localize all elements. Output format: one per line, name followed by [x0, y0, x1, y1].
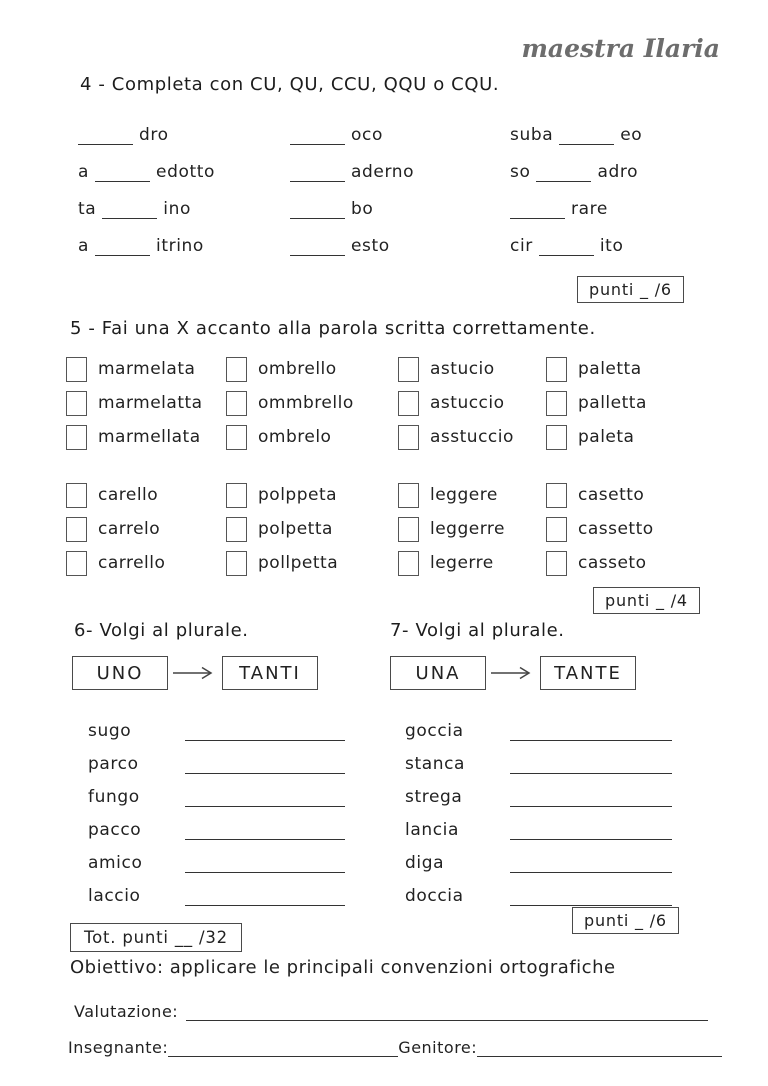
word-option-label: paletta — [578, 359, 642, 379]
valutazione-label: Valutazione: — [74, 1002, 179, 1021]
insegnante-label: Insegnante: — [68, 1038, 169, 1057]
valutazione-blank-line — [186, 1007, 708, 1021]
fill-blank-row — [78, 145, 738, 182]
fill-blank-suffix: aderno — [351, 162, 415, 182]
answer-line — [510, 824, 672, 840]
word-option — [546, 391, 746, 416]
word-option-label: astucio — [430, 359, 495, 379]
fill-blank-suffix: ito — [599, 236, 624, 256]
fill-blank-row — [78, 108, 738, 145]
fill-blank-suffix: bo — [351, 199, 374, 219]
plural-word-row — [405, 708, 672, 741]
genitore-blank-line — [477, 1043, 722, 1057]
checkbox — [66, 425, 87, 450]
signature-row — [68, 1038, 722, 1057]
answer-line — [510, 857, 672, 873]
exercise5-checkbox-group-1 — [66, 352, 746, 454]
checkbox — [398, 483, 419, 508]
word-option — [226, 483, 398, 508]
singular-word: diga — [405, 853, 445, 873]
exercise4-fill-blank-grid — [78, 108, 738, 256]
checkbox — [546, 357, 567, 382]
blank-line — [95, 166, 150, 182]
blank-line — [290, 240, 345, 256]
fill-blank-suffix: oco — [351, 125, 383, 145]
brand-logo: maestra Ilaria — [521, 34, 720, 63]
answer-line — [510, 791, 672, 807]
word-option — [398, 551, 546, 576]
exercise4-points-box: punti _ /6 — [577, 276, 684, 303]
checkbox — [226, 551, 247, 576]
fill-blank-item — [78, 199, 290, 219]
word-option-label: carrelo — [98, 519, 161, 539]
word-option-label: marmelata — [98, 359, 196, 379]
fill-blank-suffix: dro — [139, 125, 169, 145]
checkbox — [226, 391, 247, 416]
word-option-label: marmelatta — [98, 393, 203, 413]
word-option-label: ombrello — [258, 359, 337, 379]
checkbox — [546, 551, 567, 576]
checkbox — [226, 425, 247, 450]
answer-line — [185, 725, 345, 741]
word-option — [226, 357, 398, 382]
checkbox-word-row — [66, 386, 746, 420]
word-option — [66, 483, 226, 508]
blank-line — [290, 129, 345, 145]
genitore-label: Genitore: — [398, 1038, 478, 1057]
uno-box: UNO — [72, 656, 168, 690]
fill-blank-suffix: edotto — [156, 162, 216, 182]
checkbox — [66, 551, 87, 576]
fill-blank-item — [78, 125, 290, 145]
checkbox — [546, 391, 567, 416]
fill-blank-item — [290, 199, 510, 219]
answer-line — [510, 758, 672, 774]
checkbox — [66, 391, 87, 416]
answer-line — [185, 824, 345, 840]
plural-word-row — [88, 741, 345, 774]
word-option — [398, 517, 546, 542]
word-option — [546, 425, 746, 450]
checkbox — [66, 517, 87, 542]
word-option-label: pollpetta — [258, 553, 339, 573]
checkbox — [226, 357, 247, 382]
plural-word-row — [405, 873, 672, 906]
plural-word-row — [405, 807, 672, 840]
word-option-label: polpetta — [258, 519, 333, 539]
word-option — [398, 357, 546, 382]
word-option — [546, 551, 746, 576]
word-option — [226, 551, 398, 576]
checkbox-word-row — [66, 546, 746, 580]
word-option-label: leggerre — [430, 519, 505, 539]
exercise7-word-list — [405, 708, 672, 906]
fill-blank-prefix: ta — [78, 199, 97, 219]
checkbox — [398, 425, 419, 450]
word-option-label: astuccio — [430, 393, 505, 413]
checkbox-word-row — [66, 420, 746, 454]
fill-blank-item — [78, 236, 290, 256]
word-option — [546, 517, 746, 542]
checkbox — [66, 483, 87, 508]
word-option — [66, 551, 226, 576]
objective-text: Obiettivo: applicare le principali convenzioni ortografiche — [70, 957, 616, 978]
blank-line — [539, 240, 594, 256]
word-option — [398, 483, 546, 508]
exercise7-title: 7- Volgi al plurale. — [390, 620, 565, 641]
exercise6-word-list — [88, 708, 345, 906]
fill-blank-row — [78, 182, 738, 219]
word-option — [66, 517, 226, 542]
blank-line — [78, 129, 133, 145]
answer-line — [510, 725, 672, 741]
singular-word: pacco — [88, 820, 142, 840]
answer-line — [510, 890, 672, 906]
word-option — [66, 357, 226, 382]
singular-word: sugo — [88, 721, 132, 741]
fill-blank-prefix: cir — [510, 236, 533, 256]
fill-blank-item — [290, 162, 510, 182]
checkbox — [66, 357, 87, 382]
plural-word-row — [405, 774, 672, 807]
word-option-label: marmellata — [98, 427, 201, 447]
singular-word: goccia — [405, 721, 464, 741]
total-points-box: Tot. punti __ /32 — [70, 923, 242, 952]
plural-word-row — [88, 708, 345, 741]
fill-blank-prefix: so — [510, 162, 531, 182]
word-option-label: polppeta — [258, 485, 338, 505]
word-option — [398, 391, 546, 416]
blank-line — [102, 203, 157, 219]
answer-line — [185, 890, 345, 906]
plural-word-row — [88, 873, 345, 906]
checkbox — [546, 517, 567, 542]
answer-line — [185, 791, 345, 807]
checkbox-word-row — [66, 478, 746, 512]
fill-blank-item — [510, 162, 738, 182]
exercise7-singular-plural-diagram — [390, 656, 636, 690]
singular-word: doccia — [405, 886, 464, 906]
checkbox — [546, 425, 567, 450]
word-option-label: paleta — [578, 427, 635, 447]
plural-word-row — [405, 840, 672, 873]
word-option-label: legerre — [430, 553, 494, 573]
checkbox — [398, 551, 419, 576]
singular-word: stanca — [405, 754, 466, 774]
word-option-label: cassetto — [578, 519, 654, 539]
checkbox — [546, 483, 567, 508]
singular-word: laccio — [88, 886, 141, 906]
fill-blank-suffix: ino — [163, 199, 191, 219]
answer-line — [185, 758, 345, 774]
word-option — [546, 483, 746, 508]
word-option — [66, 425, 226, 450]
una-box: UNA — [390, 656, 486, 690]
fill-blank-prefix: suba — [510, 125, 554, 145]
word-option-label: casetto — [578, 485, 645, 505]
word-option — [226, 517, 398, 542]
fill-blank-row — [78, 219, 738, 256]
exercise5-title: 5 - Fai una X accanto alla parola scritta correttamente. — [70, 318, 596, 339]
singular-word: amico — [88, 853, 143, 873]
checkbox-word-row — [66, 512, 746, 546]
blank-line — [290, 203, 345, 219]
fill-blank-item — [510, 236, 738, 256]
exercise6-title: 6- Volgi al plurale. — [74, 620, 249, 641]
blank-line — [536, 166, 591, 182]
exercise7-points-box: punti _ /6 — [572, 907, 679, 934]
plural-word-row — [405, 741, 672, 774]
singular-word: strega — [405, 787, 463, 807]
checkbox — [398, 391, 419, 416]
tanti-box: TANTI — [222, 656, 318, 690]
fill-blank-item — [510, 125, 738, 145]
valutazione-row — [74, 1002, 708, 1021]
word-option-label: ommbrello — [258, 393, 354, 413]
blank-line — [95, 240, 150, 256]
answer-line — [185, 857, 345, 873]
singular-word: fungo — [88, 787, 140, 807]
blank-line — [559, 129, 614, 145]
word-option-label: palletta — [578, 393, 647, 413]
checkbox — [226, 517, 247, 542]
fill-blank-item — [290, 236, 510, 256]
fill-blank-suffix: eo — [620, 125, 643, 145]
checkbox — [398, 357, 419, 382]
fill-blank-item — [510, 199, 738, 219]
checkbox — [226, 483, 247, 508]
checkbox — [398, 517, 419, 542]
fill-blank-item — [290, 125, 510, 145]
fill-blank-prefix: a — [78, 236, 90, 256]
tante-box: TANTE — [540, 656, 636, 690]
singular-word: parco — [88, 754, 139, 774]
word-option — [546, 357, 746, 382]
checkbox-word-row — [66, 352, 746, 386]
plural-word-row — [88, 840, 345, 873]
word-option-label: leggere — [430, 485, 498, 505]
word-option-label: ombrelo — [258, 427, 332, 447]
fill-blank-suffix: rare — [571, 199, 608, 219]
fill-blank-item — [78, 162, 290, 182]
right-arrow-icon — [490, 665, 536, 681]
insegnante-blank-line — [168, 1043, 398, 1057]
exercise5-points-box: punti _ /4 — [593, 587, 700, 614]
blank-line — [290, 166, 345, 182]
fill-blank-prefix: a — [78, 162, 90, 182]
word-option-label: casseto — [578, 553, 647, 573]
plural-word-row — [88, 774, 345, 807]
word-option-label: carello — [98, 485, 159, 505]
word-option — [226, 425, 398, 450]
plural-word-row — [88, 807, 345, 840]
blank-line — [510, 203, 565, 219]
exercise5-checkbox-group-2 — [66, 478, 746, 580]
fill-blank-suffix: esto — [351, 236, 390, 256]
word-option — [398, 425, 546, 450]
word-option — [226, 391, 398, 416]
word-option-label: asstuccio — [430, 427, 514, 447]
exercise4-title: 4 - Completa con CU, QU, CCU, QQU o CQU. — [80, 74, 500, 95]
word-option-label: carrello — [98, 553, 166, 573]
word-option — [66, 391, 226, 416]
fill-blank-suffix: adro — [597, 162, 639, 182]
right-arrow-icon — [172, 665, 218, 681]
exercise6-singular-plural-diagram — [72, 656, 318, 690]
fill-blank-suffix: itrino — [156, 236, 204, 256]
singular-word: lancia — [405, 820, 460, 840]
